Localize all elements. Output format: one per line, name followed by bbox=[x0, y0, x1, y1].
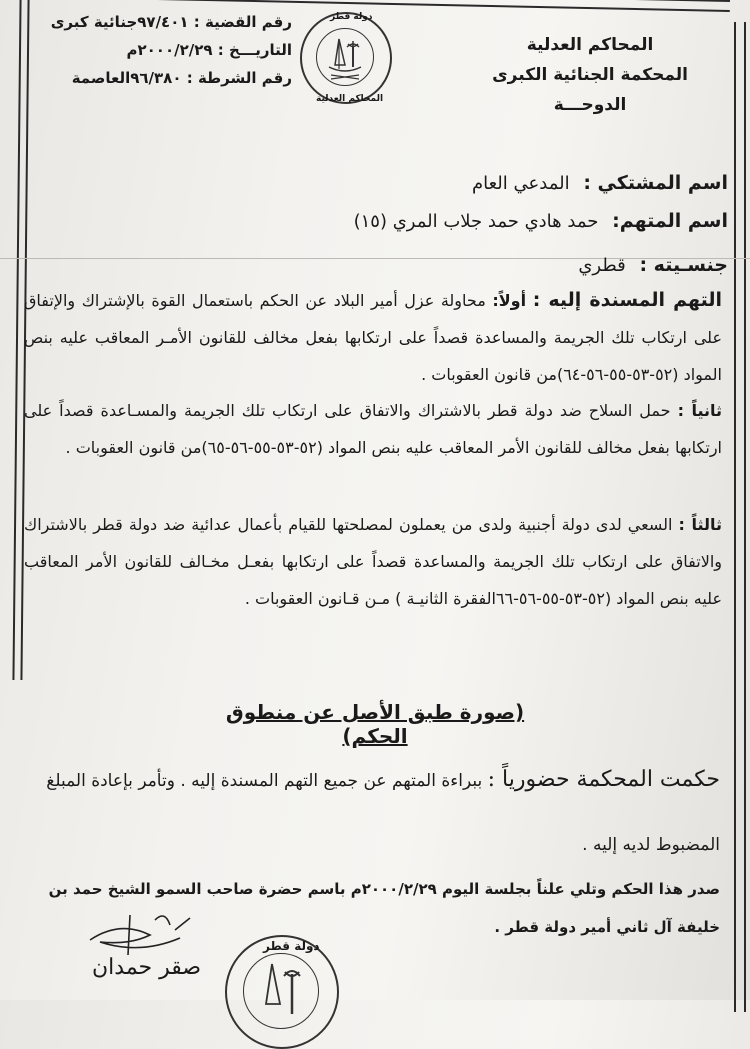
footer-seal-icon bbox=[225, 935, 339, 1049]
case-date: التاريـــخ : ٢٠٠٠/٢/٢٩م bbox=[126, 41, 292, 59]
verdict-block bbox=[10, 748, 720, 877]
police-number: رقم الشرطة : ٩٦/٣٨٠العاصمة bbox=[71, 69, 292, 87]
case-info-block bbox=[32, 8, 292, 92]
nationality-row bbox=[578, 254, 728, 276]
court-line-judiciary: المحاكم العدلية bbox=[526, 35, 654, 55]
charge-third-text: السعي لدى دولة أجنبية ولدى من يعملون لمصلحتها للقيام بأعمال عدائية ضد دولة قطر بالاشتراك والاتفاق على ارتكاب تلك الجريمة والمساعدة قصداً على ارتكابها بفعـل مخـالف للقانون الأمر المعاقب عليه بنص المواد (٥٢-٥٣-٥٥-٥٦-٦٦الفقرة الثانيـة ) مـن قـانون العقوبات . bbox=[24, 515, 722, 608]
accused-label: اسم المتهم: bbox=[612, 210, 728, 232]
seal-top-text: دولة قطر bbox=[330, 12, 373, 22]
charge-first bbox=[24, 282, 722, 393]
signature-icon bbox=[70, 900, 210, 995]
signatory-name: صقر حمدان bbox=[92, 955, 202, 980]
case-number: رقم القضية : ٩٧/٤٠١جنائية كبرى bbox=[50, 13, 292, 31]
court-line-criminal-court: المحكمة الجنائية الكبرى bbox=[492, 65, 688, 85]
complainant-row bbox=[472, 172, 728, 194]
complainant-label: اسم المشتكي : bbox=[583, 172, 728, 194]
charge-second-text: حمل السلاح ضد دولة قطر بالاشتراك والاتفاق على ارتكاب تلك الجريمة والمسـاعدة قصداً على ارتكابها بفعل مخالف للقانون الأمر المعاقب عليه بنص المواد (٥٢-٥٣-٥٥-٥٦-٦٥)من قانون العقوبات . bbox=[24, 401, 722, 457]
footer-seal-inner-ring bbox=[243, 953, 319, 1029]
complainant-value: المدعي العام bbox=[471, 173, 570, 194]
charges-label: التهم المسندة إليه : bbox=[532, 289, 723, 311]
accused-row bbox=[354, 210, 728, 232]
footer-dhow-palm-emblem-icon bbox=[244, 954, 318, 1028]
verdict-lead: حكمت المحكمة حضورياً : bbox=[487, 767, 720, 792]
footer-seal-text: دولة قطر bbox=[263, 939, 320, 953]
charge-third bbox=[24, 506, 722, 617]
verdict-text: ببراءة المتهم عن جميع التهم المسندة إليه . وتأمر بإعادة المبلغ المضبوط لديه إليه . bbox=[46, 771, 720, 855]
document-border-right bbox=[734, 22, 746, 1012]
issued-line-1: صدر هذا الحكم وتلي علناً بجلسة اليوم ٢٠٠٠/٢/٢٩م باسم حضرة صاحب السمو الشيخ حمد بن bbox=[48, 880, 720, 898]
state-seal-icon bbox=[300, 12, 392, 104]
charge-third-marker: ثالثاً : bbox=[678, 515, 723, 534]
section-title: (صورة طبق الأصل عن منطوق الحكم) bbox=[225, 700, 525, 748]
charge-second bbox=[24, 392, 722, 466]
issued-line-2: خليفة آل ثاني أمير دولة قطر . bbox=[494, 918, 720, 936]
seal-inner-ring bbox=[316, 28, 374, 86]
dhow-palm-emblem-icon bbox=[317, 29, 373, 85]
nationality-label: جنسـيته : bbox=[639, 254, 728, 276]
charge-second-marker: ثانياً : bbox=[677, 401, 723, 420]
accused-value: حمد هادي حمد جلاب المري (١٥) bbox=[353, 211, 599, 232]
court-header bbox=[492, 30, 688, 120]
court-line-city: الدوحـــة bbox=[553, 95, 627, 115]
nationality-value: قطري bbox=[578, 255, 626, 276]
charge-first-text: محاولة عزل أمير البلاد عن الحكم باستعمال القوة بالإشتراك والإتفاق على ارتكاب تلك الجريمة والمساعدة قصداً على ارتكابها بفعل مخالف للقانون الأمـر المعاقب عليه بنص المواد (٥٢-٥٣-٥٥-٥٦-٦٤)من قانون العقوبات . bbox=[24, 291, 722, 384]
charge-first-marker: أولاً: bbox=[492, 291, 527, 310]
seal-bottom-text: المحاكم العدلية bbox=[316, 94, 384, 104]
